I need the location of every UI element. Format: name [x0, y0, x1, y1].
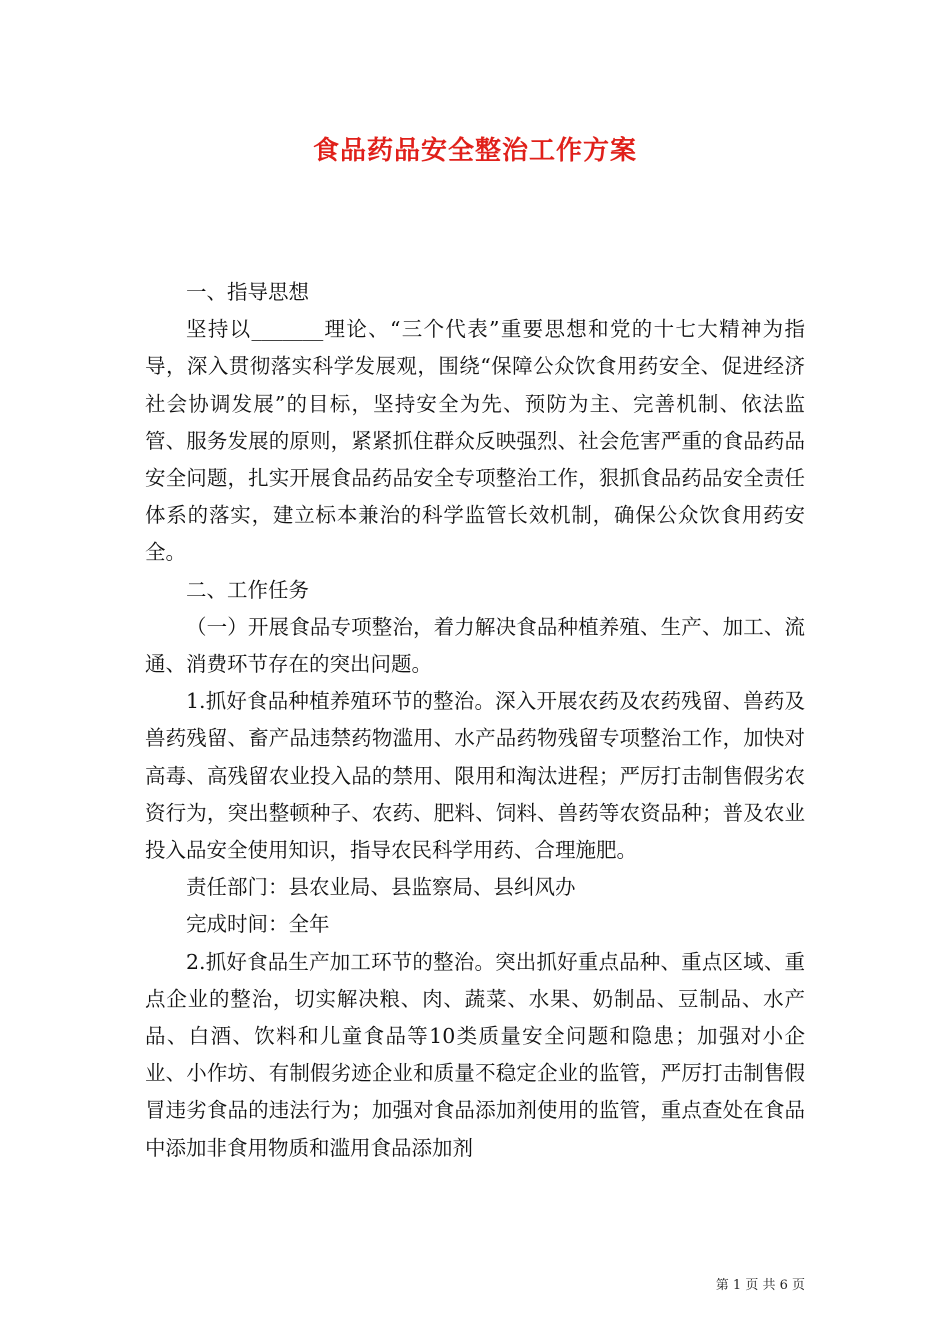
paragraph-item-2: 2.抓好食品生产加工环节的整治。突出抓好重点品种、重点区域、重点企业的整治，切实解决粮、肉、蔬菜、水果、奶制品、豆制品、水产品、白酒、饮料和儿童食品等10类质量安全问题和隐患；加强对小企业、小作坊、有制假劣迹企业和质量不稳定企业的监管，严厉打击制售假冒违劣食品的违法行为；加强对食品添加剂使用的监管，重点查处在食品中添加非食用物质和滥用食品添加剂: [145, 949, 805, 1160]
paragraph-guiding-thought: 坚持以_______理论、“三个代表”重要思想和党的十七大精神为指导，深入贯彻落实科学发展观，围绕“保障公众饮食用药安全、促进经济社会协调发展”的目标，坚持安全为先、预防为主、完善机制、依法监管、服务发展的原则，紧紧抓住群众反映强烈、社会危害严重的食品药品安全问题，扎实开展食品药品安全专项整治工作，狠抓食品药品安全责任体系的落实，建立标本兼治的科学监管长效机制，确保公众饮食用药安全。: [145, 317, 805, 565]
paragraph-item-1: 1.抓好食品种植养殖环节的整治。深入开展农药及农药残留、兽药及兽药残留、畜产品违禁药物滥用、水产品药物残留专项整治工作，加快对高毒、高残留农业投入品的禁用、限用和淘汰进程；严厉打击制售假劣农资行为，突出整顿种子、农药、肥料、饲料、兽药等农资品种；普及农业投入品安全使用知识，指导农民科学用药、合理施肥。: [145, 689, 805, 863]
completion-time: 完成时间：全年: [186, 912, 330, 937]
section-heading-guiding-thought: 一、指导思想: [186, 280, 309, 304]
section-heading-work-tasks: 二、工作任务: [186, 577, 309, 602]
responsible-departments: 责任部门：县农业局、县监察局、县纠风办: [186, 875, 576, 900]
document-title: 食品药品安全整治工作方案: [312, 136, 637, 166]
page-number: 第 1 页 共 6 页: [715, 1278, 805, 1293]
paragraph-food-rectification: （一）开展食品专项整治，着力解决食品种植养殖、生产、加工、流通、消费环节存在的突出问题。: [145, 614, 805, 677]
document-body: [145, 274, 805, 1167]
